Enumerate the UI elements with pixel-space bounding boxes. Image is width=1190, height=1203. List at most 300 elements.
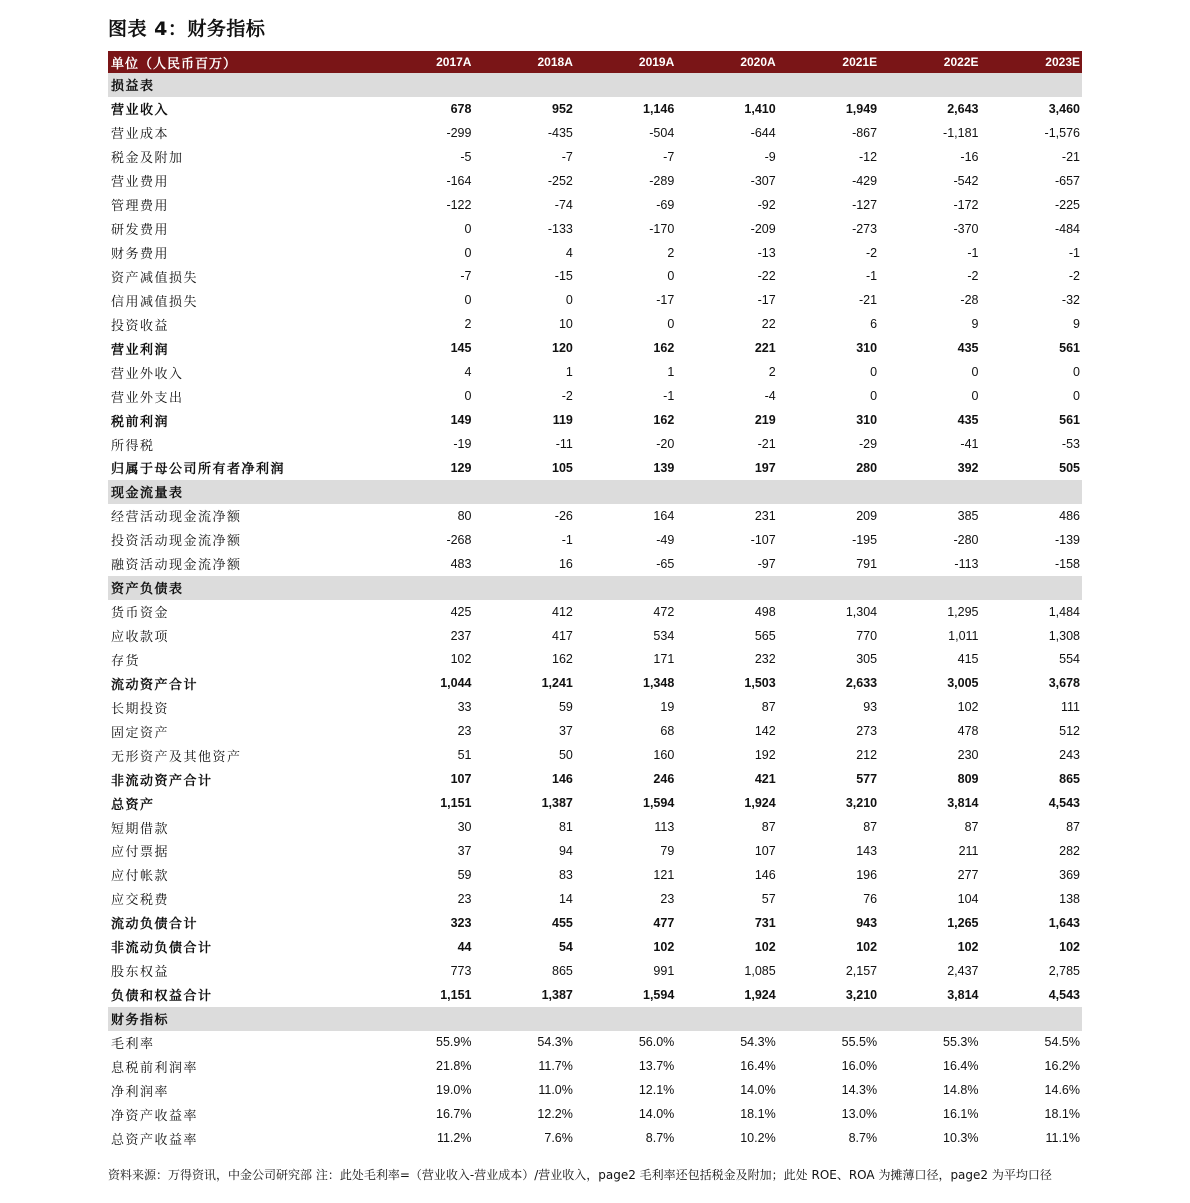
table-row [108,1031,1082,1055]
value-cell: 54.3% [537,1035,573,1050]
value-cell: 565 [754,628,776,643]
value-cell: 1,387 [541,796,573,811]
table-body [108,73,1082,1150]
value-cell: 102 [450,652,472,667]
value-cell: 9 [1073,317,1080,332]
value-cell: 1,348 [643,676,675,691]
value-cell: 54 [558,939,573,954]
value-cell: 94 [558,843,573,858]
value-cell: -74 [554,197,573,212]
section-fill-cell [676,576,777,600]
section-fill-cell [575,576,676,600]
value-cell: -49 [656,532,675,547]
value-cell: 1,044 [440,676,472,691]
value-cell: 2,157 [845,963,878,978]
value-cell: 93 [863,700,878,715]
table-row [108,360,1082,384]
row-label: 息税前利润率 [111,1060,199,1076]
value-cell: 18.1% [740,1107,776,1122]
value-cell: 1,594 [643,987,675,1002]
section-fill-cell [676,1007,777,1031]
value-cell: 149 [450,413,472,428]
value-cell: 10.2% [740,1131,776,1146]
header-year: 2021E [778,51,879,73]
value-cell: 119 [552,413,573,428]
section-fill-cell [879,480,980,504]
value-cell: 1,503 [744,676,776,691]
section-fill-cell [879,1007,980,1031]
value-cell: 472 [653,604,675,619]
value-cell: 107 [450,772,472,787]
value-cell: 12.1% [638,1083,675,1098]
value-cell: 87 [863,820,878,835]
section-fill-cell [473,576,574,600]
section-fill-cell [879,73,980,97]
section-fill-cell [981,1007,1083,1031]
value-cell: 11.1% [1045,1131,1080,1146]
value-cell: -20 [656,437,675,452]
value-cell: 22 [761,317,776,332]
value-cell: -15 [554,269,573,284]
value-cell: -2 [967,269,979,284]
value-cell: 79 [660,843,675,858]
value-cell: 121 [653,867,675,882]
value-cell: 55.5% [841,1035,878,1050]
figure-title: 图表 4：财务指标 [108,18,266,40]
value-cell: 11.7% [538,1059,573,1074]
table-row [108,600,1082,624]
value-cell: 3,814 [947,987,979,1002]
value-cell: -1,181 [943,125,979,140]
value-cell: 554 [1059,652,1080,667]
table-row [108,743,1082,767]
value-cell: 2,633 [845,676,878,691]
value-cell: 102 [957,939,979,954]
section-title: 损益表 [108,73,372,97]
value-cell: 143 [856,843,878,858]
value-cell: 68 [660,724,675,739]
row-label: 非流动资产合计 [111,773,213,789]
row-label: 资产减值损失 [111,270,199,286]
value-cell: 2,437 [947,963,979,978]
row-label: 营业费用 [111,175,170,191]
value-cell: 142 [754,724,776,739]
value-cell: -97 [757,556,776,571]
value-cell: 8.7% [848,1131,878,1146]
value-cell: 83 [558,867,573,882]
value-cell: -273 [852,221,878,236]
value-cell: -7 [460,269,472,284]
row-label: 信用减值损失 [111,294,199,310]
table-row [108,552,1082,576]
value-cell: -429 [852,173,878,188]
value-cell: 23 [457,724,472,739]
value-cell: 23 [660,891,675,906]
value-cell: -21 [859,293,878,308]
section-fill-cell [778,73,879,97]
value-cell: -307 [750,173,776,188]
value-cell: 385 [957,508,979,523]
table-row [108,241,1082,265]
value-cell: 770 [856,628,878,643]
value-cell: -139 [1054,532,1080,547]
value-cell: 87 [761,700,776,715]
value-cell: 196 [856,867,878,882]
value-cell: 102 [1059,939,1080,954]
value-cell: 14.8% [943,1083,979,1098]
value-cell: 865 [552,963,573,978]
value-cell: 455 [552,915,573,930]
value-cell: 231 [754,508,776,523]
row-label: 投资收益 [111,318,170,334]
section-fill-cell [372,73,473,97]
value-cell: 0 [870,389,878,404]
row-label: 营业外支出 [111,390,184,406]
value-cell: 37 [558,724,573,739]
value-cell: -13 [757,245,776,260]
row-label: 总资产收益率 [111,1132,199,1148]
value-cell: -370 [953,221,979,236]
value-cell: 2,785 [1048,963,1080,978]
table-row [108,145,1082,169]
value-cell: 0 [565,293,573,308]
value-cell: -9 [764,149,776,164]
value-cell: -107 [750,532,776,547]
table-row [108,169,1082,193]
value-cell: 19.0% [436,1083,472,1098]
value-cell: 16.1% [943,1107,979,1122]
value-cell: -252 [547,173,573,188]
value-cell: 13.0% [841,1107,878,1122]
table-row [108,983,1082,1007]
value-cell: -484 [1054,221,1080,236]
value-cell: 678 [450,101,472,116]
value-cell: 13.7% [638,1059,675,1074]
value-cell: -26 [554,508,573,523]
value-cell: 0 [667,269,675,284]
section-fill-cell [879,576,980,600]
table-row [108,959,1082,983]
value-cell: -542 [953,173,979,188]
table-row [108,217,1082,241]
section-title: 现金流量表 [108,480,372,504]
row-label: 无形资产及其他资产 [111,749,242,765]
value-cell: -113 [954,556,979,571]
value-cell: 221 [754,341,776,356]
value-cell: 102 [754,939,776,954]
value-cell: -172 [953,197,979,212]
row-label: 应收款项 [111,630,170,646]
value-cell: -170 [649,221,675,236]
value-cell: 16.7% [436,1107,472,1122]
value-cell: -133 [547,221,573,236]
value-cell: 164 [653,508,675,523]
value-cell: 80 [457,508,472,523]
value-cell: -1 [561,532,573,547]
row-label: 毛利率 [111,1036,155,1052]
value-cell: 512 [1059,724,1080,739]
value-cell: 0 [971,389,979,404]
value-cell: 81 [558,820,573,835]
section-fill-cell [676,480,777,504]
row-label: 货币资金 [111,606,170,622]
header-unit: 单位（人民币百万） [108,51,372,73]
value-cell: 417 [552,628,573,643]
value-cell: 102 [856,939,878,954]
value-cell: -7 [561,149,573,164]
section-fill-cell [473,1007,574,1031]
value-cell: 0 [464,245,472,260]
table-row [108,719,1082,743]
value-cell: 192 [754,748,776,763]
value-cell: 1,151 [440,796,472,811]
value-cell: 0 [1073,365,1080,380]
value-cell: 51 [457,748,472,763]
value-cell: 273 [856,724,878,739]
value-cell: 139 [653,460,675,475]
value-cell: 243 [1059,748,1080,763]
value-cell: 237 [450,628,472,643]
table-row [108,887,1082,911]
value-cell: 3,210 [845,987,878,1002]
value-cell: 577 [856,772,878,787]
table-row [108,121,1082,145]
value-cell: 111 [1060,700,1080,715]
value-cell: 3,678 [1048,676,1080,691]
value-cell: 59 [457,867,472,882]
value-cell: 197 [754,460,776,475]
value-cell: 561 [1059,341,1080,356]
value-cell: -17 [656,293,675,308]
value-cell: -1,576 [1044,125,1080,140]
source-footnote: 资料来源：万得资讯，中金公司研究部 注：此处毛利率=（营业收入-营业成本）/营业收入，page2 毛利率还包括税金及附加；此处 ROE、ROA 为摊薄口径，page2 为平均口径 [108,1168,1052,1182]
value-cell: 33 [457,700,472,715]
row-label: 应付票据 [111,845,170,861]
value-cell: 1,387 [541,987,573,1002]
table-row [108,767,1082,791]
value-cell: -2 [865,245,878,260]
value-cell: 18.1% [1044,1107,1080,1122]
value-cell: 0 [1073,389,1080,404]
value-cell: -158 [1054,556,1080,571]
value-cell: 392 [957,460,979,475]
row-label: 股东权益 [111,965,170,981]
section-row [108,480,1082,504]
value-cell: 3,460 [1048,101,1080,116]
value-cell: 1,265 [947,915,979,930]
value-cell: -2 [561,389,573,404]
value-cell: 2 [667,245,675,260]
value-cell: 486 [1059,508,1080,523]
value-cell: 102 [957,700,979,715]
row-label: 管理费用 [111,199,170,215]
row-label: 负债和权益合计 [111,989,213,1005]
value-cell: -5 [460,149,472,164]
value-cell: 0 [870,365,878,380]
row-label: 税金及附加 [111,151,184,167]
value-cell: 105 [552,460,573,475]
value-cell: 369 [1059,867,1080,882]
value-cell: 282 [1059,843,1080,858]
value-cell: 1,011 [948,628,979,643]
section-fill-cell [981,576,1083,600]
row-label: 融资活动现金流净额 [111,558,242,574]
value-cell: 1,295 [947,604,979,619]
value-cell: 23 [457,891,472,906]
table-row [108,911,1082,935]
section-fill-cell [981,480,1083,504]
value-cell: 57 [761,891,776,906]
value-cell: 55.3% [943,1035,979,1050]
value-cell: -289 [649,173,675,188]
value-cell: 3,210 [845,796,878,811]
value-cell: -1 [663,389,675,404]
section-fill-cell [981,73,1083,97]
value-cell: 478 [957,724,979,739]
value-cell: 809 [957,772,979,787]
value-cell: -65 [656,556,675,571]
value-cell: 219 [754,413,776,428]
value-cell: 14 [558,891,573,906]
value-cell: 87 [761,820,776,835]
value-cell: 991 [653,963,675,978]
value-cell: 305 [856,652,878,667]
value-cell: 14.3% [841,1083,878,1098]
value-cell: 425 [450,604,472,619]
value-cell: 1,308 [1048,628,1080,643]
value-cell: -657 [1054,173,1080,188]
value-cell: -41 [960,437,979,452]
value-cell: 10 [558,317,573,332]
value-cell: 76 [863,891,878,906]
value-cell: 9 [971,317,979,332]
value-cell: -122 [446,197,472,212]
value-cell: 773 [450,963,472,978]
value-cell: 4,543 [1048,796,1080,811]
value-cell: 55.9% [436,1035,472,1050]
value-cell: 791 [856,556,878,571]
header-year: 2018A [473,51,574,73]
section-fill-cell [372,1007,473,1031]
value-cell: 412 [552,604,573,619]
value-cell: 7.6% [544,1131,573,1146]
value-cell: -1 [967,245,979,260]
row-label: 经营活动现金流净额 [111,510,242,526]
value-cell: 421 [754,772,776,787]
value-cell: 2,643 [947,101,979,116]
section-fill-cell [778,1007,879,1031]
value-cell: 16.2% [1044,1059,1080,1074]
value-cell: -21 [1061,149,1080,164]
value-cell: 160 [653,748,675,763]
row-label: 应付帐款 [111,869,170,885]
row-label: 营业收入 [111,103,170,119]
value-cell: 1,410 [744,101,776,116]
value-cell: 1 [667,365,675,380]
row-label: 流动资产合计 [111,677,199,693]
value-cell: 44 [457,939,472,954]
row-label: 净资产收益率 [111,1108,199,1124]
row-label: 投资活动现金流净额 [111,534,242,550]
row-label: 短期借款 [111,821,170,837]
section-fill-cell [372,576,473,600]
value-cell: 0 [464,389,472,404]
value-cell: 59 [558,700,573,715]
value-cell: 16 [558,556,573,571]
section-fill-cell [778,480,879,504]
value-cell: 162 [653,341,675,356]
row-label: 非流动负债合计 [111,941,213,957]
row-label: 净利润率 [111,1084,170,1100]
value-cell: 1,151 [440,987,472,1002]
financial-table [108,51,1082,1150]
value-cell: -69 [656,197,675,212]
header-year: 2017A [372,51,473,73]
value-cell: 54.5% [1044,1035,1080,1050]
value-cell: 865 [1059,772,1080,787]
value-cell: 50 [558,748,573,763]
row-label: 营业成本 [111,127,170,143]
section-fill-cell [575,1007,676,1031]
table-row [108,504,1082,528]
value-cell: 209 [856,508,878,523]
value-cell: 37 [457,843,472,858]
value-cell: 1,594 [643,796,675,811]
row-label: 所得税 [111,438,155,454]
table-row [108,1102,1082,1126]
value-cell: 87 [964,820,979,835]
section-title: 资产负债表 [108,576,372,600]
table-row [108,312,1082,336]
value-cell: -11 [555,437,573,452]
section-row [108,73,1082,97]
value-cell: 232 [754,652,776,667]
row-label: 税前利润 [111,414,170,430]
value-cell: -280 [953,532,979,547]
value-cell: -53 [1061,437,1080,452]
value-cell: 138 [1059,891,1080,906]
section-row [108,576,1082,600]
table-row [108,408,1082,432]
value-cell: 4 [464,365,472,380]
value-cell: 2 [768,365,776,380]
section-fill-cell [473,73,574,97]
table-row [108,193,1082,217]
value-cell: 4 [565,245,573,260]
value-cell: 10.3% [943,1131,979,1146]
value-cell: 30 [457,820,472,835]
table-row [108,695,1082,719]
value-cell: 1 [565,365,573,380]
table-row [108,935,1082,959]
value-cell: 435 [957,341,979,356]
value-cell: 107 [754,843,776,858]
value-cell: 162 [653,413,675,428]
value-cell: 1,643 [1048,915,1080,930]
value-cell: 87 [1066,820,1080,835]
section-fill-cell [575,73,676,97]
value-cell: 145 [450,341,472,356]
row-label: 总资产 [111,797,155,813]
row-label: 财务费用 [111,247,170,263]
table-row [108,648,1082,672]
table-row [108,671,1082,695]
table-header [108,51,1082,73]
table-row [108,1078,1082,1102]
value-cell: 483 [450,556,472,571]
value-cell: -12 [859,149,878,164]
row-label: 流动负债合计 [111,917,199,933]
